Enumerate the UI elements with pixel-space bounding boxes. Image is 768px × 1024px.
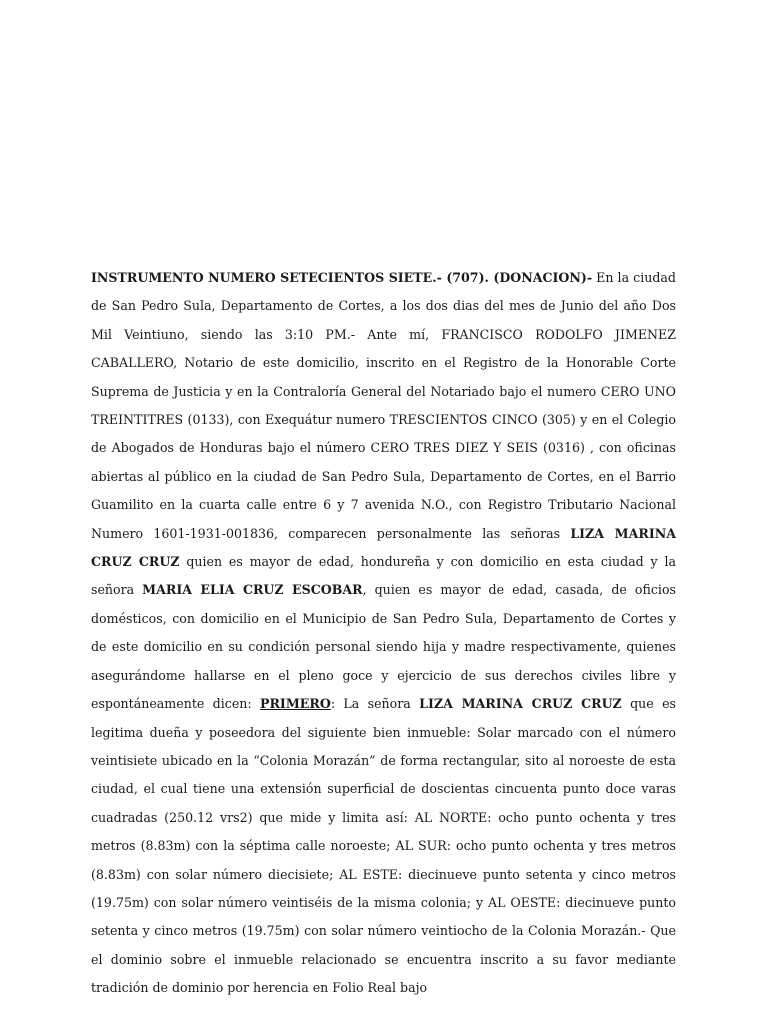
party-name-maria: MARIA ELIA CRUZ ESCOBAR bbox=[142, 582, 363, 598]
paragraph-text-5: que es legitima dueña y poseedora del siguiente bien inmueble: Solar marcado con el número veintisiete ubicado en la “Colonia Morazán” de forma rectangular, sito al noroeste de esta ciudad, el cual tiene una extensión superficial de doscientas cincuenta punto doce varas cuadradas (250.12 vrs2) que mide y limita así: AL NORTE: ocho punto ochenta y tres metros (8.83m) con la séptima calle noroeste; AL SUR: ocho punto ochenta y tres metros (8.83m) con solar número diecisiete; AL ESTE: diecinueve punto setenta y cinco metros (19.75m) con solar número veintiséis de la misma colonia; y AL OESTE: diecinueve punto setenta y cinco metros (19.75m) con solar número veintiocho de la Colonia Morazán.- Que el dominio sobre el inmueble relacionado se encuentra inscrito a su favor mediante tradición de dominio por herencia en Folio Real bajo bbox=[91, 696, 677, 996]
paragraph-text-1: En la ciudad de San Pedro Sula, Departamento de Cortes, a los dos dias del mes de Junio del año Dos Mil Veintiuno, siendo las 3:10 PM.- Ante mí, FRANCISCO RODOLFO JIMENEZ CABALLERO, Notario de este domicilio, inscrito en el Registro de la Honorable Corte Suprema de Justicia y en la Contraloría General del Notariado bajo el numero CERO UNO TREINTITRES (0133), con Exequátur numero TRESCIENTOS CINCO (305) y en el Colegio de Abogados de Honduras bajo el número CERO TRES DIEZ Y SEIS (0316) , con oficinas abiertas al público en la ciudad de San Pedro Sula, Departamento de Cortes, en el Barrio Guamilito en la cuarta calle entre 6 y 7 avenida N.O., con Registro Tributario Nacional Numero 1601-1931-001836, comparecen personalmente las señoras bbox=[91, 270, 676, 541]
paragraph-text-4: : La señora bbox=[330, 696, 420, 712]
paragraph-text-2: quien es mayor de edad, hondureña y con domicilio en esta ciudad y la señora bbox=[91, 554, 676, 598]
deed-paragraph bbox=[91, 264, 676, 1003]
clause-primero: PRIMERO bbox=[260, 696, 331, 712]
instrument-heading: INSTRUMENTO NUMERO SETECIENTOS SIETE.- (707). (DONACION)- bbox=[91, 270, 593, 285]
party-name-liza-1: LIZA MARINA CRUZ CRUZ bbox=[91, 525, 676, 570]
party-name-liza-2: LIZA MARINA CRUZ CRUZ bbox=[419, 696, 622, 712]
paragraph-text-3: , quien es mayor de edad, casada, de oficios domésticos, con domicilio en el Municipio de San Pedro Sula, Departamento de Cortes y de este domicilio en su condición personal siendo hija y madre respectivamente, quienes asegurándome hallarse en el pleno goce y ejercicio de sus derechos civiles libre y espontáneamente dicen: bbox=[91, 582, 676, 712]
